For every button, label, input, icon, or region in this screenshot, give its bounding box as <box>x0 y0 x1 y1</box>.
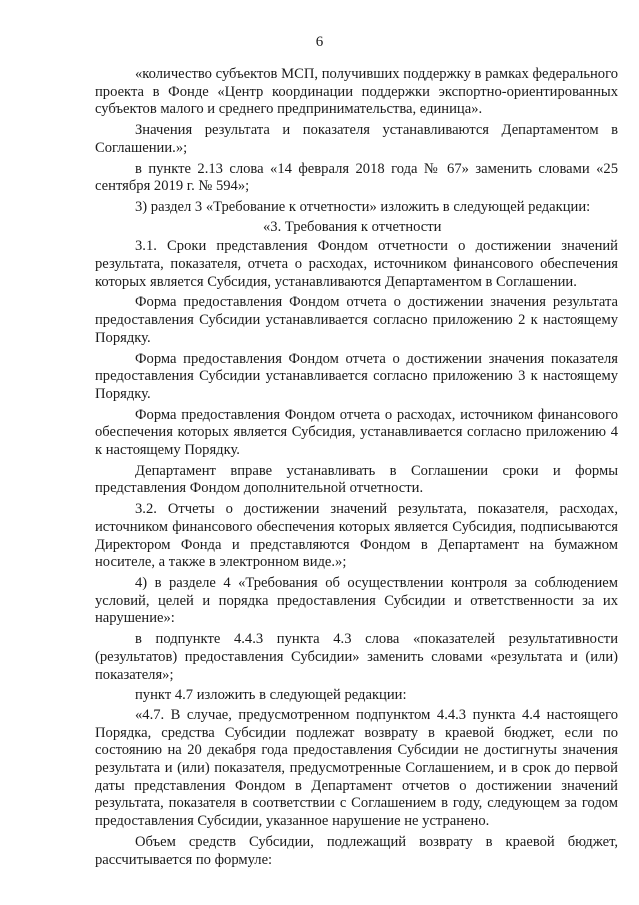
paragraph: 3) раздел 3 «Требование к отчетности» изложить в следующей редакции: <box>135 198 591 215</box>
page-number: 6 <box>315 34 324 50</box>
paragraph: Форма предоставления Фондом отчета о расходах, источником финансового обеспечения которых является Субсидия, устанавливается согласно приложению 4 к настоящему Порядку. <box>95 406 618 459</box>
paragraph: Форма предоставления Фондом отчета о достижении значения показателя предоставления Субсидии устанавливается согласно приложению 3 к настоящему Порядку. <box>95 350 618 402</box>
paragraph: 3.1. Сроки представления Фондом отчетности о достижении значений результата, показателя, отчета о расходах, источником финансового обеспечения которых является Субсидия, устанавливаются Департаментом в Соглашении. <box>95 238 618 290</box>
paragraph: «4.7. В случае, предусмотренном подпунктом 4.4.3 пункта 4.4 настоящего Порядка, средства Субсидии подлежат возврату в краевой бюджет, если по состоянию на 20 декабря года предоставления Субсидии не достигнуты значения результата и (или) показателя, предусмотренные Соглашением, и в срок до первой даты представления Фондом в Департамент отчетов о достижении значений результата, показателя в соответствии с Соглашением в году, следующем за годом предоставления Субсидии, указанное нарушение не устранено. <box>95 706 618 830</box>
paragraph: Объем средств Субсидии, подлежащий возврату в краевой бюджет, рассчитывается по формуле: <box>95 833 618 868</box>
paragraph: 4) в разделе 4 «Требования об осуществлении контроля за соблюдением условий, целей и порядка предоставления Субсидии и ответственности за их нарушение»: <box>95 574 618 627</box>
paragraph: в подпункте 4.4.3 пункта 4.3 слова «показателей результативности (результатов) предоставления Субсидии» заменить словами «результата и (или) показателя»; <box>95 631 618 683</box>
section-heading: «3. Требования к отчетности <box>263 218 442 235</box>
paragraph: в пункте 2.13 слова «14 февраля 2018 года № 67» заменить словами «25 сентября 2019 г. № 594»; <box>95 160 618 195</box>
paragraph: Департамент вправе устанавливать в Соглашении сроки и формы представления Фондом дополнительной отчетности. <box>95 462 618 497</box>
paragraph: пункт 4.7 изложить в следующей редакции: <box>135 687 407 704</box>
paragraph: «количество субъектов МСП, получивших поддержку в рамках федерального проекта в Фонде «Центр координации поддержки экспортно-ориентированных субъектов малого и среднего предпринимательства, единица». <box>95 66 618 118</box>
document-body <box>95 66 618 872</box>
paragraph: Значения результата и показателя устанавливаются Департаментом в Соглашении.»; <box>95 122 618 156</box>
paragraph: Форма предоставления Фондом отчета о достижении значения результата предоставления Субсидии устанавливается согласно приложению 2 к настоящему Порядку. <box>95 294 618 346</box>
paragraph: 3.2. Отчеты о достижении значений результата, показателя, расходах, источником финансового обеспечения которых является Субсидия, подписываются Директором Фонда и представляются Фондом в Департамент на бумажном носителе, а также в электронном виде.»; <box>95 501 618 571</box>
